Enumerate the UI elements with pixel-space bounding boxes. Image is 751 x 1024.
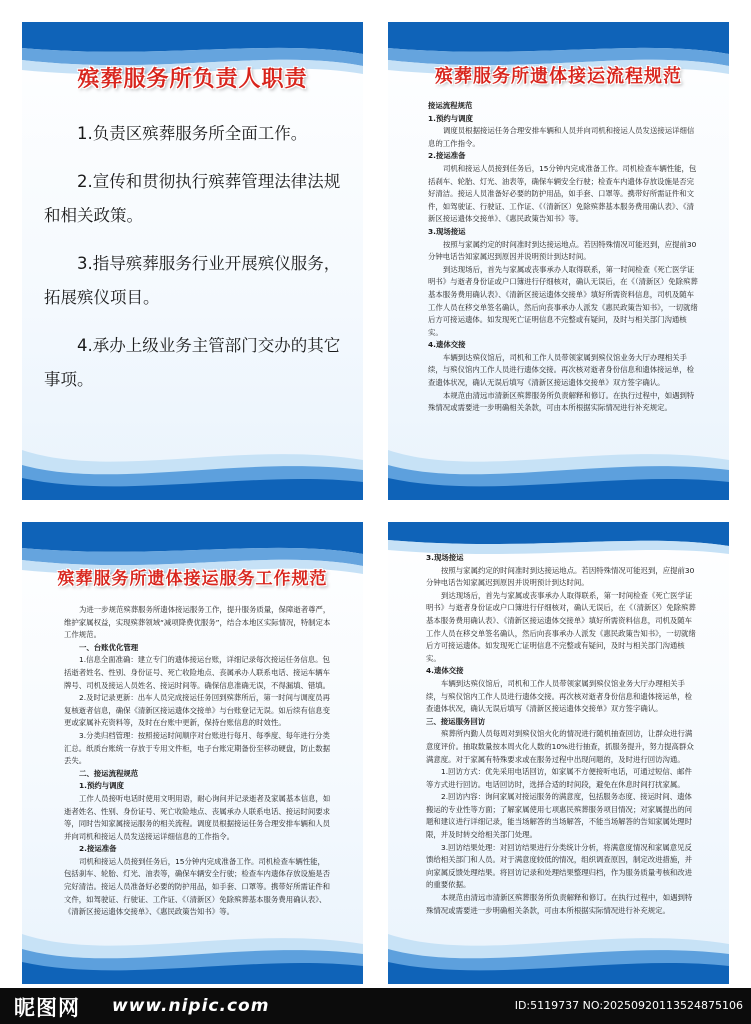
paragraph: 车辆到达殡仪馆后，司机和工作人员带领家属到殡仪馆业务大厅办理相关手续，与殡仪馆内工作人员进行遗体交接。再次核对逝者身份信息和遗体接运单，检查遗体状况，确认无误后填写《清新区接运遗体交接单》双方签字确认。 — [426, 678, 693, 714]
paragraph: 到达现场后，首先与家属或丧事承办人取得联系，第一时间检查《死亡医学证明书》与逝者身份证或户口簿进行仔细核对，确认无误后，在《（清新区）免除殡葬基本服务费用确认表》、《清新区接运遗体交接单》填好所需资料信息，司机及随车工作人员在移交单签名确认，然后向丧事承办人派发《惠民政策告知书》，一切就绪后方可接运遗体。如发现死亡证明信息不完整或有疑问，及时与相关部门沟通核实。 — [428, 264, 698, 337]
section-heading: 3.现场接运 — [428, 226, 466, 236]
paragraph: 1.回访方式：优先采用电话回访，如家属不方便接听电话，可通过短信、邮件等方式进行回访。电话回访时，选择合适的时间段，避免在休息时间打扰家属。 — [426, 767, 692, 789]
panel-transport-continued — [388, 522, 729, 984]
section-heading: 三、接运服务回访 — [426, 716, 486, 726]
paragraph: 2.及时记录更新：出车人员完成接运任务回到殡葬所后，第一时间与调度员再复核逝者信息，确保《清新区接运遗体交接单》与台账登记无误。如后续有信息变更或家属补充资料等，及时在台账中更新，保持台账信息的时效性。 — [64, 693, 331, 728]
paragraph: 本规范由清远市清新区殡葬服务所负责解释和修订。在执行过程中，如遇到特殊情况或需要进一步明确相关条款，可由本所根据实际情况进行补充规定。 — [428, 390, 695, 413]
panel2-body — [428, 100, 698, 415]
paragraph: 按照与家属约定的时间准时到达接运地点。若因特殊情况可能迟到，应提前30分钟电话告知家属迟到原因并说明预计到达时间。 — [428, 239, 697, 262]
section-heading: 2.接运准备 — [428, 151, 466, 161]
panel4-body — [426, 552, 698, 917]
section-heading: 1.预约与调度 — [428, 113, 473, 123]
paragraph: 殡葬所内勤人员每周对到殡仪馆火化的情况进行随机抽查回访，让群众进行满意度评价。抽取数量按本周火化人数的10%进行抽查，抓服务提升，努力提高群众满意度。对于家属有特殊要求或在服务过程中出现问题的，及时进行回访沟通。 — [426, 729, 694, 764]
paragraph: 工作人员接听电话时使用文明用语，耐心询问并记录逝者及家属基本信息，如逝者姓名、性别、身份证号、死亡收险地点、丧属承办人联系电话、接运时间要求等，同时告知家属接运服务的相关流程。调度员根据接运任务合理安排车辆和人员并向司机和接运人员发送接运详细信息的工作指令。 — [64, 793, 331, 841]
paragraph: 司机和接运人员接到任务后，15分钟内完成准备工作。司机检查车辆性能，包括刹车、轮胎、灯光、油表等，确保车辆安全行驶；检查车内遗体存放设施是否完好清洁。接运人员准备好必要的防护用品，如手套、口罩等。携带好所需证件和文件，如驾驶证、行驶证、工作证、《（清新区）免除殡葬基本服务费用确认表》、《清新区接运遗体交接单》、《惠民政策告知书》等。 — [428, 163, 697, 224]
paragraph: 按照与家属约定的时间准时到达接运地点。若因特殊情况可能迟到，应提前30分钟电话告知家属迟到原因并说明预计到达时间。 — [426, 565, 695, 588]
panel3-title: 殡葬服务所遗体接运服务工作规范 — [57, 569, 328, 589]
paragraph: 2.回访内容：询问家属对接运服务的满意度，包括服务态度、接运时间、遗体搬运的专业性等方面；了解家属使用七项惠民殡葬服务项目情况；对家属提出的问题和建议进行详细记录，能当场解答的当场解答，不能当场解答的告知家属处理时限，并及时转交给相关部门处理。 — [426, 792, 693, 840]
section-heading: 2.接运准备 — [79, 844, 117, 854]
panel1-title: 殡葬服务所负责人职责 — [77, 67, 308, 92]
bottom-wave-decoration — [22, 410, 363, 500]
panel2-title: 殡葬服务所遗体接运流程规范 — [435, 66, 682, 87]
duty-item: 3.指导殡葬服务行业开展殡仪服务，拓展殡仪项目。 — [44, 254, 341, 307]
section-heading: 二、接运流程规范 — [79, 768, 139, 778]
site-url: www.nipic.com — [112, 996, 270, 1016]
section-heading: 3.现场接运 — [426, 553, 464, 562]
section-heading: 1.预约与调度 — [79, 781, 124, 791]
section-heading: 接运流程规范 — [428, 101, 473, 110]
section-heading: 4.遗体交接 — [426, 666, 464, 676]
paragraph: 3.回访结果处理：对回访结果进行分类统计分析，将满意度情况和家属意见反馈给相关部门和人员。对于满意度较低的情况，组织调查原因，制定改进措施，并向家属反馈处理结果。将回访记录和处理结果整理归档，作为服务质量考核和改进的重要依据。 — [426, 842, 693, 890]
paragraph: 到达现场后，首先与家属或丧事承办人取得联系，第一时间检查《死亡医学证明书》与逝者身份证或户口簿进行仔细核对，确认无误后，在《（清新区）免除殡葬基本服务费用确认表》、《清新区接运遗体交接单》填好所需资料信息，司机及随车工作人员在移交单签名确认，然后向丧事承办人派发《惠民政策告知书》，一切就绪后方可接运遗体。如发现死亡证明信息不完整或有疑问，及时与相关部门沟通核实。 — [426, 590, 696, 663]
duty-item: 4.承办上级业务主管部门交办的其它事项。 — [44, 336, 341, 389]
section-heading: 4.遗体交接 — [428, 340, 466, 350]
paragraph: 3.分类归档管理：按照接运时间顺序对台账进行每月、每季度、每年进行分类汇总。纸质台账统一存放于专用文件柜，电子台账定期备份至移动硬盘，防止数据丢失。 — [64, 730, 331, 766]
panel-transport-procedure — [388, 22, 729, 500]
panel-duties — [22, 22, 363, 500]
paragraph: 为进一步规范殡葬服务所遗体接运服务工作，提升服务质量，保障逝者尊严，维护家属权益，实现殡葬领域“减项降费优服务”，结合本地区实际情况，特制定本工作规范。 — [64, 605, 331, 640]
panel-transport-service-rules — [22, 522, 363, 984]
duty-item: 1.负责区殡葬服务所全面工作。 — [77, 124, 308, 143]
panel1-duty-list — [44, 117, 344, 411]
nipic-logo: 昵图网 — [14, 995, 80, 1020]
paragraph: 司机和接运人员接到任务后，15分钟内完成准备工作。司机检查车辆性能，包括刹车、轮胎、灯光、油表等，确保车辆安全行驶；检查车内遗体存放设施是否完好清洁。接运人员准备好必要的防护用品，如手套、口罩等。携带好所需证件和文件，如驾驶证、行驶证、工作证、《（清新区）免除殡葬基本服务费用确认表》、《清新区接运遗体交接单》、《惠民政策告知书》等。 — [64, 856, 331, 917]
panel3-body — [64, 604, 332, 919]
bottom-wave-decoration — [388, 410, 729, 500]
paragraph: 车辆到达殡仪馆后，司机和工作人员带领家属到殡仪馆业务大厅办理相关手续，与殡仪馆内工作人员进行遗体交接。再次核对逝者身份信息和遗体接运单，检查遗体状况，确认无误后填写《清新区接运遗体交接单》双方签字确认。 — [428, 352, 695, 388]
image-id: ID:5119737 NO:20250920113524875106 — [514, 999, 743, 1012]
paragraph: 1.信息全面准确：建立专门的遗体接运台账，详细记录每次接运任务信息。包括逝者姓名、性别、身份证号、死亡收险地点、丧属承办人联系电话、接运车辆车牌号、司机及接运人员姓名、接运时间等。确保信息准确无误，不得漏填、错填。 — [64, 655, 331, 690]
paragraph: 本规范由清远市清新区殡葬服务所负责解释和修订。在执行过程中，如遇到特殊情况或需要进一步明确相关条款，可由本所根据实际情况进行补充规定。 — [426, 893, 693, 915]
section-heading: 一、台账优化管理 — [79, 642, 139, 652]
duty-item: 2.宣传和贯彻执行殡葬管理法律法规和相关政策。 — [44, 172, 341, 225]
paragraph: 调度员根据接运任务合理安排车辆和人员并向司机和接运人员发送接运详细信息的工作指令。 — [428, 126, 695, 148]
